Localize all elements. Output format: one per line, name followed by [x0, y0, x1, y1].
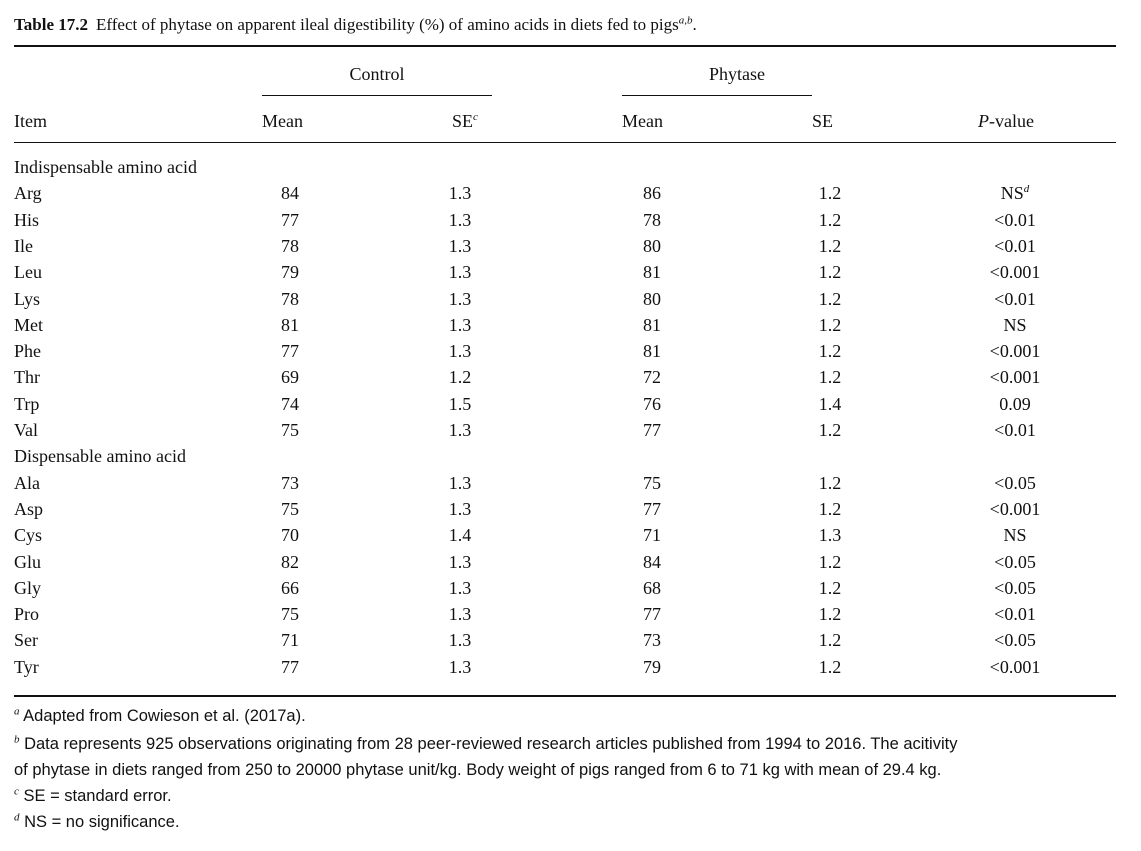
header-se-control-superscript: c [473, 111, 478, 123]
row-mean-phytase: 73 [643, 630, 661, 651]
caption-text: Effect of phytase on apparent ileal digestibility (%) of amino acids in diets fed to pigs [96, 15, 679, 34]
footnote-text: Adapted from Cowieson et al. (2017a). [19, 707, 306, 725]
row-mean-phytase: 84 [643, 551, 661, 572]
row-mean-control: 75 [281, 604, 299, 625]
row-mean-control: 77 [281, 341, 299, 362]
row-mean-control: 66 [281, 577, 299, 598]
row-item: Thr [14, 367, 40, 388]
row-p-value-text: <0.001 [989, 498, 1041, 519]
row-p-value [965, 183, 1065, 203]
row-item: Ile [14, 235, 33, 256]
row-mean-control: 77 [281, 656, 299, 677]
row-se-phytase: 1.2 [818, 472, 842, 493]
row-p-value-text: <0.001 [989, 367, 1041, 388]
row-mean-control: 69 [281, 367, 299, 388]
row-se-phytase: 1.2 [818, 498, 842, 519]
footnote [14, 812, 180, 832]
row-mean-phytase: 77 [643, 604, 661, 625]
footnote [14, 786, 172, 806]
row-p-value [965, 657, 1065, 677]
row-item: Asp [14, 498, 44, 519]
row-se-phytase: 1.2 [818, 630, 842, 651]
row-mean-control: 84 [281, 183, 299, 204]
header-p-value [978, 111, 1034, 131]
row-se-phytase: 1.2 [818, 235, 842, 256]
row-item: Val [14, 420, 38, 440]
row-se-control: 1.3 [448, 630, 472, 651]
footnote [14, 706, 306, 726]
row-se-phytase: 1.2 [818, 288, 842, 309]
row-p-value [965, 578, 1065, 598]
row-p-value [965, 367, 1065, 387]
row-mean-phytase: 75 [643, 472, 661, 493]
footnote-mark: d [14, 811, 20, 824]
header-item: Item [14, 111, 47, 131]
row-p-value-text: <0.001 [989, 262, 1041, 283]
row-se-control: 1.3 [448, 314, 472, 335]
row-item: Ser [14, 630, 38, 651]
row-se-control: 1.3 [448, 262, 472, 283]
row-mean-control: 77 [281, 209, 299, 230]
row-p-value-superscript: d [1023, 183, 1030, 196]
header-p-rest: -value [989, 111, 1034, 131]
row-p-value-text: <0.01 [994, 235, 1036, 256]
header-phytase: Phytase [709, 64, 765, 84]
row-mean-phytase: 80 [643, 235, 661, 256]
row-mean-phytase: 81 [643, 341, 661, 362]
row-mean-phytase: 76 [643, 393, 661, 414]
row-p-value-text: <0.01 [994, 209, 1036, 230]
row-item: Met [14, 314, 43, 335]
top-rule [14, 45, 1116, 47]
row-item: Leu [14, 262, 42, 283]
row-mean-control: 79 [281, 262, 299, 283]
control-span-rule [262, 95, 492, 96]
row-item: Cys [14, 525, 43, 546]
row-se-control: 1.2 [448, 367, 472, 388]
row-se-control: 1.3 [448, 209, 472, 230]
row-p-value [965, 341, 1065, 361]
row-item: Phe [14, 341, 41, 362]
row-se-control: 1.3 [448, 288, 472, 309]
row-item: His [14, 209, 40, 230]
caption-superscript: a,b [678, 14, 693, 27]
row-se-control: 1.3 [448, 420, 472, 440]
row-p-value [965, 210, 1065, 230]
row-mean-control: 81 [281, 314, 299, 335]
row-p-value-text: <0.01 [994, 420, 1036, 440]
row-p-value-text: <0.05 [994, 472, 1036, 493]
row-se-control: 1.3 [448, 341, 472, 362]
footnote-text: Data represents 925 observations originating from 28 peer-reviewed research articles published from 1994 to 2016. The acitivity [19, 735, 958, 753]
row-p-value-text: <0.001 [989, 341, 1041, 362]
header-mean-phytase: Mean [622, 111, 663, 131]
row-se-control: 1.3 [448, 656, 472, 677]
row-se-phytase: 1.2 [818, 604, 842, 625]
row-mean-phytase: 86 [643, 183, 661, 204]
row-mean-phytase: 68 [643, 577, 661, 598]
row-p-value-text: <0.05 [994, 630, 1036, 651]
row-se-phytase: 1.3 [818, 525, 842, 546]
row-mean-phytase: 77 [643, 420, 661, 440]
row-mean-phytase: 78 [643, 209, 661, 230]
row-se-phytase: 1.2 [818, 367, 842, 388]
footnote-mark: a [14, 705, 20, 718]
row-se-phytase: 1.4 [818, 393, 842, 414]
footnote [14, 734, 957, 754]
row-se-phytase: 1.2 [818, 577, 842, 598]
header-p-italic: P [978, 111, 989, 131]
row-mean-control: 71 [281, 630, 299, 651]
caption-end: . [692, 15, 697, 34]
footnote [14, 760, 941, 780]
row-p-value [965, 499, 1065, 519]
row-p-value [965, 236, 1065, 256]
row-item: Trp [14, 393, 40, 414]
row-mean-control: 78 [281, 235, 299, 256]
row-p-value-text: 0.09 [999, 393, 1031, 414]
row-se-phytase: 1.2 [818, 420, 842, 440]
row-se-phytase: 1.2 [818, 341, 842, 362]
row-p-value-text: <0.05 [994, 577, 1036, 598]
header-mean-control: Mean [262, 111, 303, 131]
row-p-value [965, 394, 1065, 414]
row-item: Pro [14, 604, 40, 625]
row-p-value-text: NS [1003, 525, 1027, 546]
row-p-value [965, 420, 1065, 440]
row-mean-phytase: 79 [643, 656, 661, 677]
row-mean-control: 82 [281, 551, 299, 572]
row-mean-control: 70 [281, 525, 299, 546]
row-p-value [965, 552, 1065, 572]
bottom-rule [14, 695, 1116, 697]
footnote-text: SE = standard error. [18, 787, 172, 805]
row-mean-control: 74 [281, 393, 299, 414]
row-se-phytase: 1.2 [818, 262, 842, 283]
table-caption [14, 15, 697, 35]
row-se-control: 1.3 [448, 472, 472, 493]
row-p-value [965, 525, 1065, 545]
row-mean-phytase: 80 [643, 288, 661, 309]
row-mean-control: 73 [281, 472, 299, 493]
row-se-control: 1.3 [448, 604, 472, 625]
row-se-phytase: 1.2 [818, 183, 842, 204]
caption-label: Table 17.2 [14, 15, 89, 34]
row-se-control: 1.5 [448, 393, 472, 414]
row-p-value-text: <0.05 [994, 551, 1036, 572]
row-se-phytase: 1.2 [818, 314, 842, 335]
row-p-value-text: NS [1003, 314, 1027, 335]
row-item: Lys [14, 288, 41, 309]
row-item: Gly [14, 577, 41, 598]
footnote-mark: c [14, 785, 19, 798]
section-title: Indispensable amino acid [14, 157, 197, 177]
row-se-phytase: 1.2 [818, 209, 842, 230]
row-mean-phytase: 72 [643, 367, 661, 388]
row-se-control: 1.3 [448, 551, 472, 572]
row-p-value-text: <0.01 [994, 604, 1036, 625]
row-se-phytase: 1.2 [818, 656, 842, 677]
row-item: Arg [14, 183, 42, 204]
header-rule [14, 142, 1116, 143]
row-p-value [965, 630, 1065, 650]
header-se-control [452, 111, 478, 131]
row-p-value-text: <0.001 [989, 656, 1041, 677]
row-se-phytase: 1.2 [818, 551, 842, 572]
row-item: Glu [14, 551, 41, 572]
row-se-control: 1.4 [448, 525, 472, 546]
row-se-control: 1.3 [448, 498, 472, 519]
footnote-text: NS = no significance. [19, 813, 180, 831]
footnote-text: of phytase in diets ranged from 250 to 20000 phytase unit/kg. Body weight of pigs ranged from 6 to 71 kg with mean of 29.4 kg. [14, 761, 942, 779]
row-p-value [965, 262, 1065, 282]
row-p-value [965, 289, 1065, 309]
row-mean-control: 75 [281, 420, 299, 440]
row-mean-phytase: 77 [643, 498, 661, 519]
row-item: Tyr [14, 656, 39, 677]
row-se-control: 1.3 [448, 235, 472, 256]
phytase-span-rule [622, 95, 812, 96]
row-mean-control: 78 [281, 288, 299, 309]
section-title: Dispensable amino acid [14, 446, 186, 467]
row-mean-phytase: 81 [643, 314, 661, 335]
row-p-value-text: NS [1000, 183, 1024, 204]
row-p-value [965, 604, 1065, 624]
row-p-value-text: <0.01 [994, 288, 1036, 309]
header-se-phytase: SE [812, 111, 834, 131]
row-se-control: 1.3 [448, 577, 472, 598]
row-p-value [965, 315, 1065, 335]
row-mean-control: 75 [281, 498, 299, 519]
row-p-value [965, 473, 1065, 493]
row-item: Ala [14, 472, 40, 493]
row-se-control: 1.3 [448, 183, 472, 204]
header-control: Control [349, 64, 405, 84]
row-mean-phytase: 71 [643, 525, 661, 546]
header-se-control-text: SE [452, 111, 474, 131]
row-mean-phytase: 81 [643, 262, 661, 283]
footnote-mark: b [14, 733, 20, 746]
